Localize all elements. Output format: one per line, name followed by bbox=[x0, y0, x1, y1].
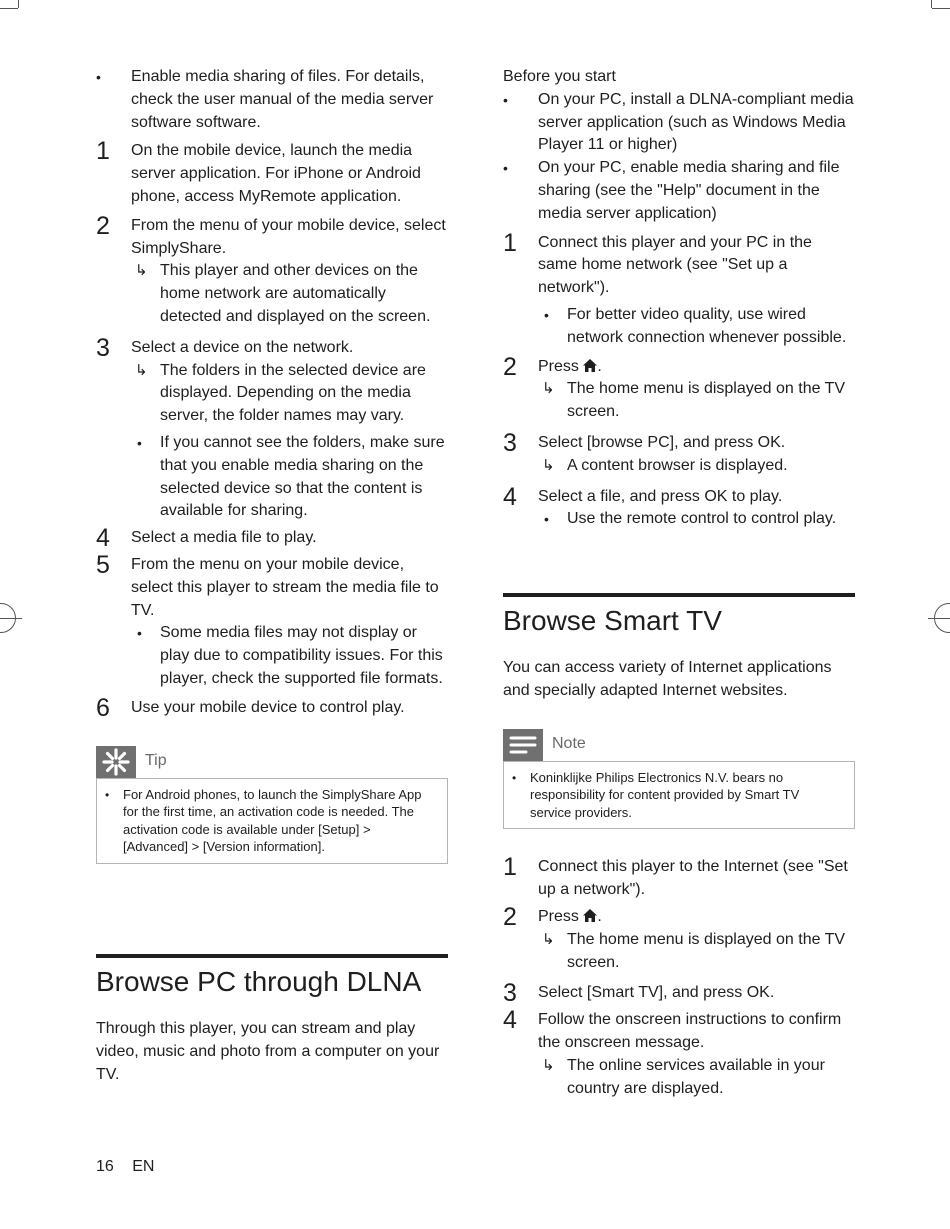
step-number: 1 bbox=[503, 853, 517, 882]
step-number: 2 bbox=[96, 211, 110, 240]
step-number: 3 bbox=[503, 979, 517, 1008]
crop-mark-tl-h bbox=[0, 8, 18, 9]
result-arrow-icon: ↳ bbox=[542, 1056, 555, 1074]
section-heading: Browse Smart TV bbox=[503, 605, 722, 636]
tip-label: Tip bbox=[145, 751, 167, 769]
section-intro: Through this player, you can stream and play video, music and photo from a computer on your TV. bbox=[96, 1020, 440, 1083]
dlna-section bbox=[96, 954, 448, 1086]
step-6: 6 Use your mobile device to control play. bbox=[96, 693, 405, 722]
tip-box: Tip • For Android phones, to launch the SimplyShare App for the first time, an activation code is needed. The activation code is available under [Setup] > [Advanced] > [Version information]. bbox=[96, 746, 448, 864]
step-number: 3 bbox=[503, 428, 517, 457]
result-arrow-icon: ↳ bbox=[542, 930, 555, 948]
step-bullet: • Use the remote control to control play. bbox=[544, 510, 837, 528]
home-icon bbox=[583, 359, 597, 372]
step-number: 1 bbox=[96, 137, 110, 166]
crop-mark-tr bbox=[931, 0, 932, 8]
page-number: 16 bbox=[96, 1158, 114, 1175]
smart-step-4: 4 Follow the onscreen instructions to confirm the onscreen message. ↳ The online services available in your country are displayed. bbox=[503, 1009, 855, 1100]
step-bullet: • For better video quality, use wired network connection whenever possible. bbox=[544, 305, 847, 346]
right-column bbox=[503, 66, 855, 531]
result-arrow-icon: ↳ bbox=[542, 456, 555, 474]
smart-step-3: 3 Select [Smart TV], and press OK. bbox=[503, 979, 775, 1008]
step-number: 4 bbox=[96, 524, 110, 553]
step-number: 6 bbox=[96, 693, 110, 722]
left-column bbox=[96, 66, 448, 864]
step-number: 3 bbox=[96, 333, 110, 362]
step-5: 5 From the menu on your mobile device, select this player to stream the media file to TV. • Some media files may not display or play due to compatibility issues. For this player, check the supported file formats. bbox=[96, 554, 448, 691]
step-bullet: • Some media files may not display or play due to compatibility issues. For this player, check the supported file formats. bbox=[137, 624, 443, 687]
smart-step-1: 1 Connect this player to the Internet (see "Set up a network"). bbox=[503, 853, 848, 899]
step-2: 2 From the menu of your mobile device, select SimplyShare. ↳ This player and other devices on the home network are automatically detected and displayed on the screen. bbox=[96, 215, 448, 329]
smart-step-2: 2 Press . ↳ The home menu is displayed on the TV screen. bbox=[503, 906, 855, 974]
step-result: ↳ This player and other devices on the home network are automatically detected and displayed on the screen. bbox=[135, 262, 431, 325]
step-number: 5 bbox=[96, 550, 110, 579]
dlna-step-1: 1 Connect this player and your PC in the same home network (see "Set up a network"). • For better video quality, use wired network connection whenever possible. bbox=[503, 232, 855, 350]
result-arrow-icon: ↳ bbox=[135, 361, 148, 379]
result-arrow-icon: ↳ bbox=[135, 262, 148, 280]
tip-text: For Android phones, to launch the SimplyShare App for the first time, an activation code is needed. The activation code is available under [Setup] > [Advanced] > [Version information]. bbox=[123, 786, 422, 855]
dlna-step-3: 3 Select [browse PC], and press OK. ↳ A content browser is displayed. bbox=[503, 432, 855, 478]
step-number: 2 bbox=[503, 902, 517, 931]
step-result: ↳ The home menu is displayed on the TV screen. bbox=[542, 380, 846, 421]
dlna-step-2: 2 Press . ↳ The home menu is displayed on the TV screen. bbox=[503, 356, 855, 424]
note-label: Note bbox=[552, 734, 586, 752]
step-4: 4 Select a media file to play. bbox=[96, 524, 317, 553]
step-3: 3 Select a device on the network. ↳ The folders in the selected device are displayed. Depending on the media server, the folder names may vary. • If you cannot see the folders, make sure that you enable media sharing on the selected device so that the content is available for sharing. bbox=[96, 337, 448, 523]
step-number: 1 bbox=[503, 228, 517, 257]
intro-bullet: • Enable media sharing of files. For details, check the user manual of the media server software software. bbox=[96, 68, 434, 131]
note-icon bbox=[503, 729, 543, 761]
before-you-start-title: Before you start bbox=[503, 68, 616, 85]
result-arrow-icon: ↳ bbox=[542, 380, 555, 398]
registration-line-left bbox=[0, 618, 22, 619]
smart-tv-section bbox=[503, 593, 855, 1100]
section-intro: You can access variety of Internet applications and specially adapted Internet websites. bbox=[503, 659, 832, 699]
step-result: ↳ The folders in the selected device are displayed. Depending on the media server, the folder names may vary. bbox=[135, 361, 426, 425]
step-number: 2 bbox=[503, 352, 517, 381]
step-result: ↳ The home menu is displayed on the TV screen. bbox=[542, 930, 846, 971]
crop-mark-tr-h bbox=[932, 8, 950, 9]
step-result: ↳ A content browser is displayed. bbox=[538, 455, 855, 478]
step-bullet: • If you cannot see the folders, make sure that you enable media sharing on the selected device so that the content is available for sharing. bbox=[137, 433, 445, 520]
before-bullet: • On your PC, install a DLNA-compliant media server application (such as Windows Media Player 11 or higher) bbox=[503, 90, 854, 154]
note-box: Note • Koninklijke Philips Electronics N.V. bears no responsibility for content provided by Smart TV service providers. bbox=[503, 729, 855, 830]
step-result: ↳ The online services available in your country are displayed. bbox=[542, 1056, 825, 1097]
note-text: Koninklijke Philips Electronics N.V. bears no responsibility for content provided by Smart TV service providers. bbox=[530, 769, 800, 820]
home-icon bbox=[583, 909, 597, 922]
registration-line-right bbox=[928, 618, 950, 619]
step-1: 1 On the mobile device, launch the media server application. For iPhone or Android phone, access MyRemote application. bbox=[96, 137, 421, 205]
step-number: 4 bbox=[503, 482, 517, 511]
page-footer bbox=[96, 1158, 154, 1176]
language-code: EN bbox=[132, 1158, 155, 1175]
dlna-step-4: 4 Select a file, and press OK to play. • Use the remote control to control play. bbox=[503, 486, 855, 532]
step-number: 4 bbox=[503, 1006, 517, 1035]
before-bullet: • On your PC, enable media sharing and file sharing (see the "Help" document in the media server application) bbox=[503, 159, 840, 222]
section-heading: Browse PC through DLNA bbox=[96, 966, 422, 997]
tip-icon bbox=[96, 746, 136, 778]
crop-mark-tl bbox=[18, 0, 19, 8]
